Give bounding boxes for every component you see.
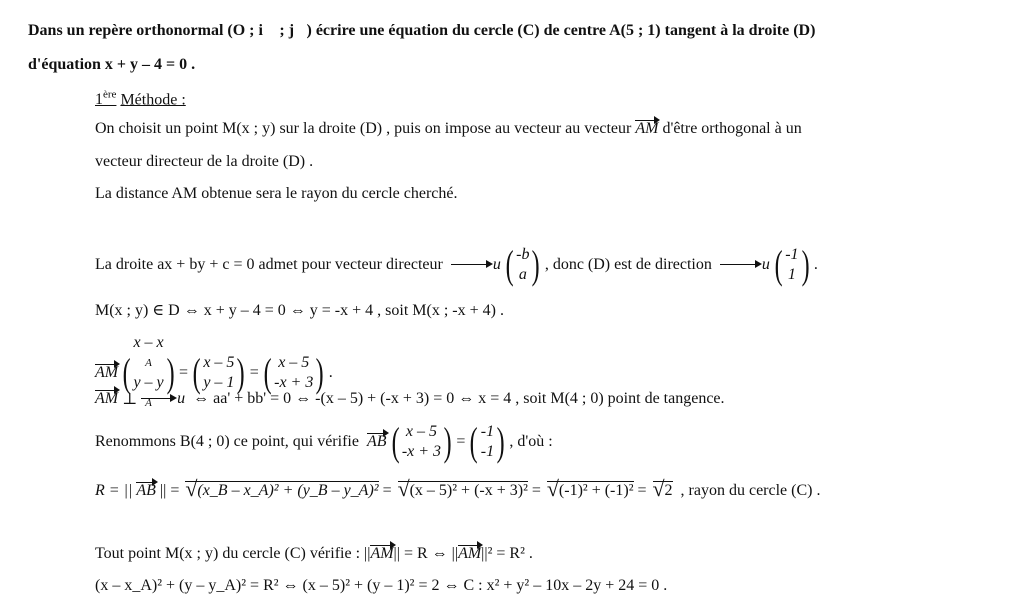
vector-u: u: [492, 256, 501, 273]
vector-arrow-2: [720, 264, 760, 266]
step-vector-am: AM ( x – x A y – y A ) = ( x – 5 y – 1 ) = ( x – 5 -x + 3 ) .: [95, 334, 333, 409]
vector-ab: AB: [366, 433, 387, 450]
step-direction-vector: La droite ax + by + c = 0 admet pour vecteur directeur u ( -b a ) , donc (D) est de direction u ( -1 1 ) .: [95, 242, 818, 287]
problem-line-1: Dans un repère orthonormal (O ; i⃗ ; j⃗) écrire une équation du cercle (C) de centre A(5 ; 1) tangent à la droite (D): [28, 22, 816, 39]
step-final-equation: (x – x_A)² + (y – y_A)² = R² ⇔ (x – 5)² + (y – 1)² = 2 ⇔ C : x² + y² – 10x – 2y + 24 = 0 .: [95, 577, 668, 594]
method-heading: [95, 89, 186, 109]
step-orthogonality: AM ⊥ u ⇔ aa' + bb' = 0 ⇔ -(x – 5) + (-x + 3) = 0 ⇔ x = 4 , soit M(4 ; 0) point de tangence.: [95, 390, 725, 408]
step-circle-condition: Tout point M(x ; y) du cercle (C) vérifie : ||AM|| = R ⇔ ||AM||² = R² .: [95, 545, 533, 562]
step-point-on-line: M(x ; y) ∈ D ⇔ x + y – 4 = 0 ⇔ y = -x + 4 , soit M(x ; -x + 4) .: [95, 302, 504, 319]
method-paragraph-1: On choisit un point M(x ; y) sur la droite (D) , puis on impose au vecteur au vecteur AM d'être orthogonal à un: [95, 120, 802, 137]
vector-u-components: ( -b a ): [505, 242, 541, 287]
method-paragraph-2: vecteur directeur de la droite (D) .: [95, 153, 314, 170]
vector-am-2: AM: [95, 364, 119, 381]
method-title: Méthode :: [120, 91, 186, 109]
vector-arrow: [451, 264, 491, 266]
step-radius: R = || AB || = √ (x_B – x_A)² + (y_B – y_A)² = √ (x – 5)² + (-x + 3)² = √ (-1)² + (-1)² = √ 2 , rayon du cercle (C) .: [95, 481, 820, 500]
vector-u-values: ( -1 1 ): [774, 242, 810, 287]
vector-am: AM: [635, 120, 659, 137]
method-paragraph-3: La distance AM obtenue sera le rayon du cercle cherché.: [95, 185, 458, 202]
method-ordinal: 1ère: [95, 89, 117, 109]
problem-line-2: d'équation x + y – 4 = 0 .: [28, 56, 196, 73]
step-rename-b: Renommons B(4 ; 0) ce point, qui vérifie AB ( x – 5 -x + 3 ) = ( -1 -1 ) , d'où :: [95, 419, 553, 464]
